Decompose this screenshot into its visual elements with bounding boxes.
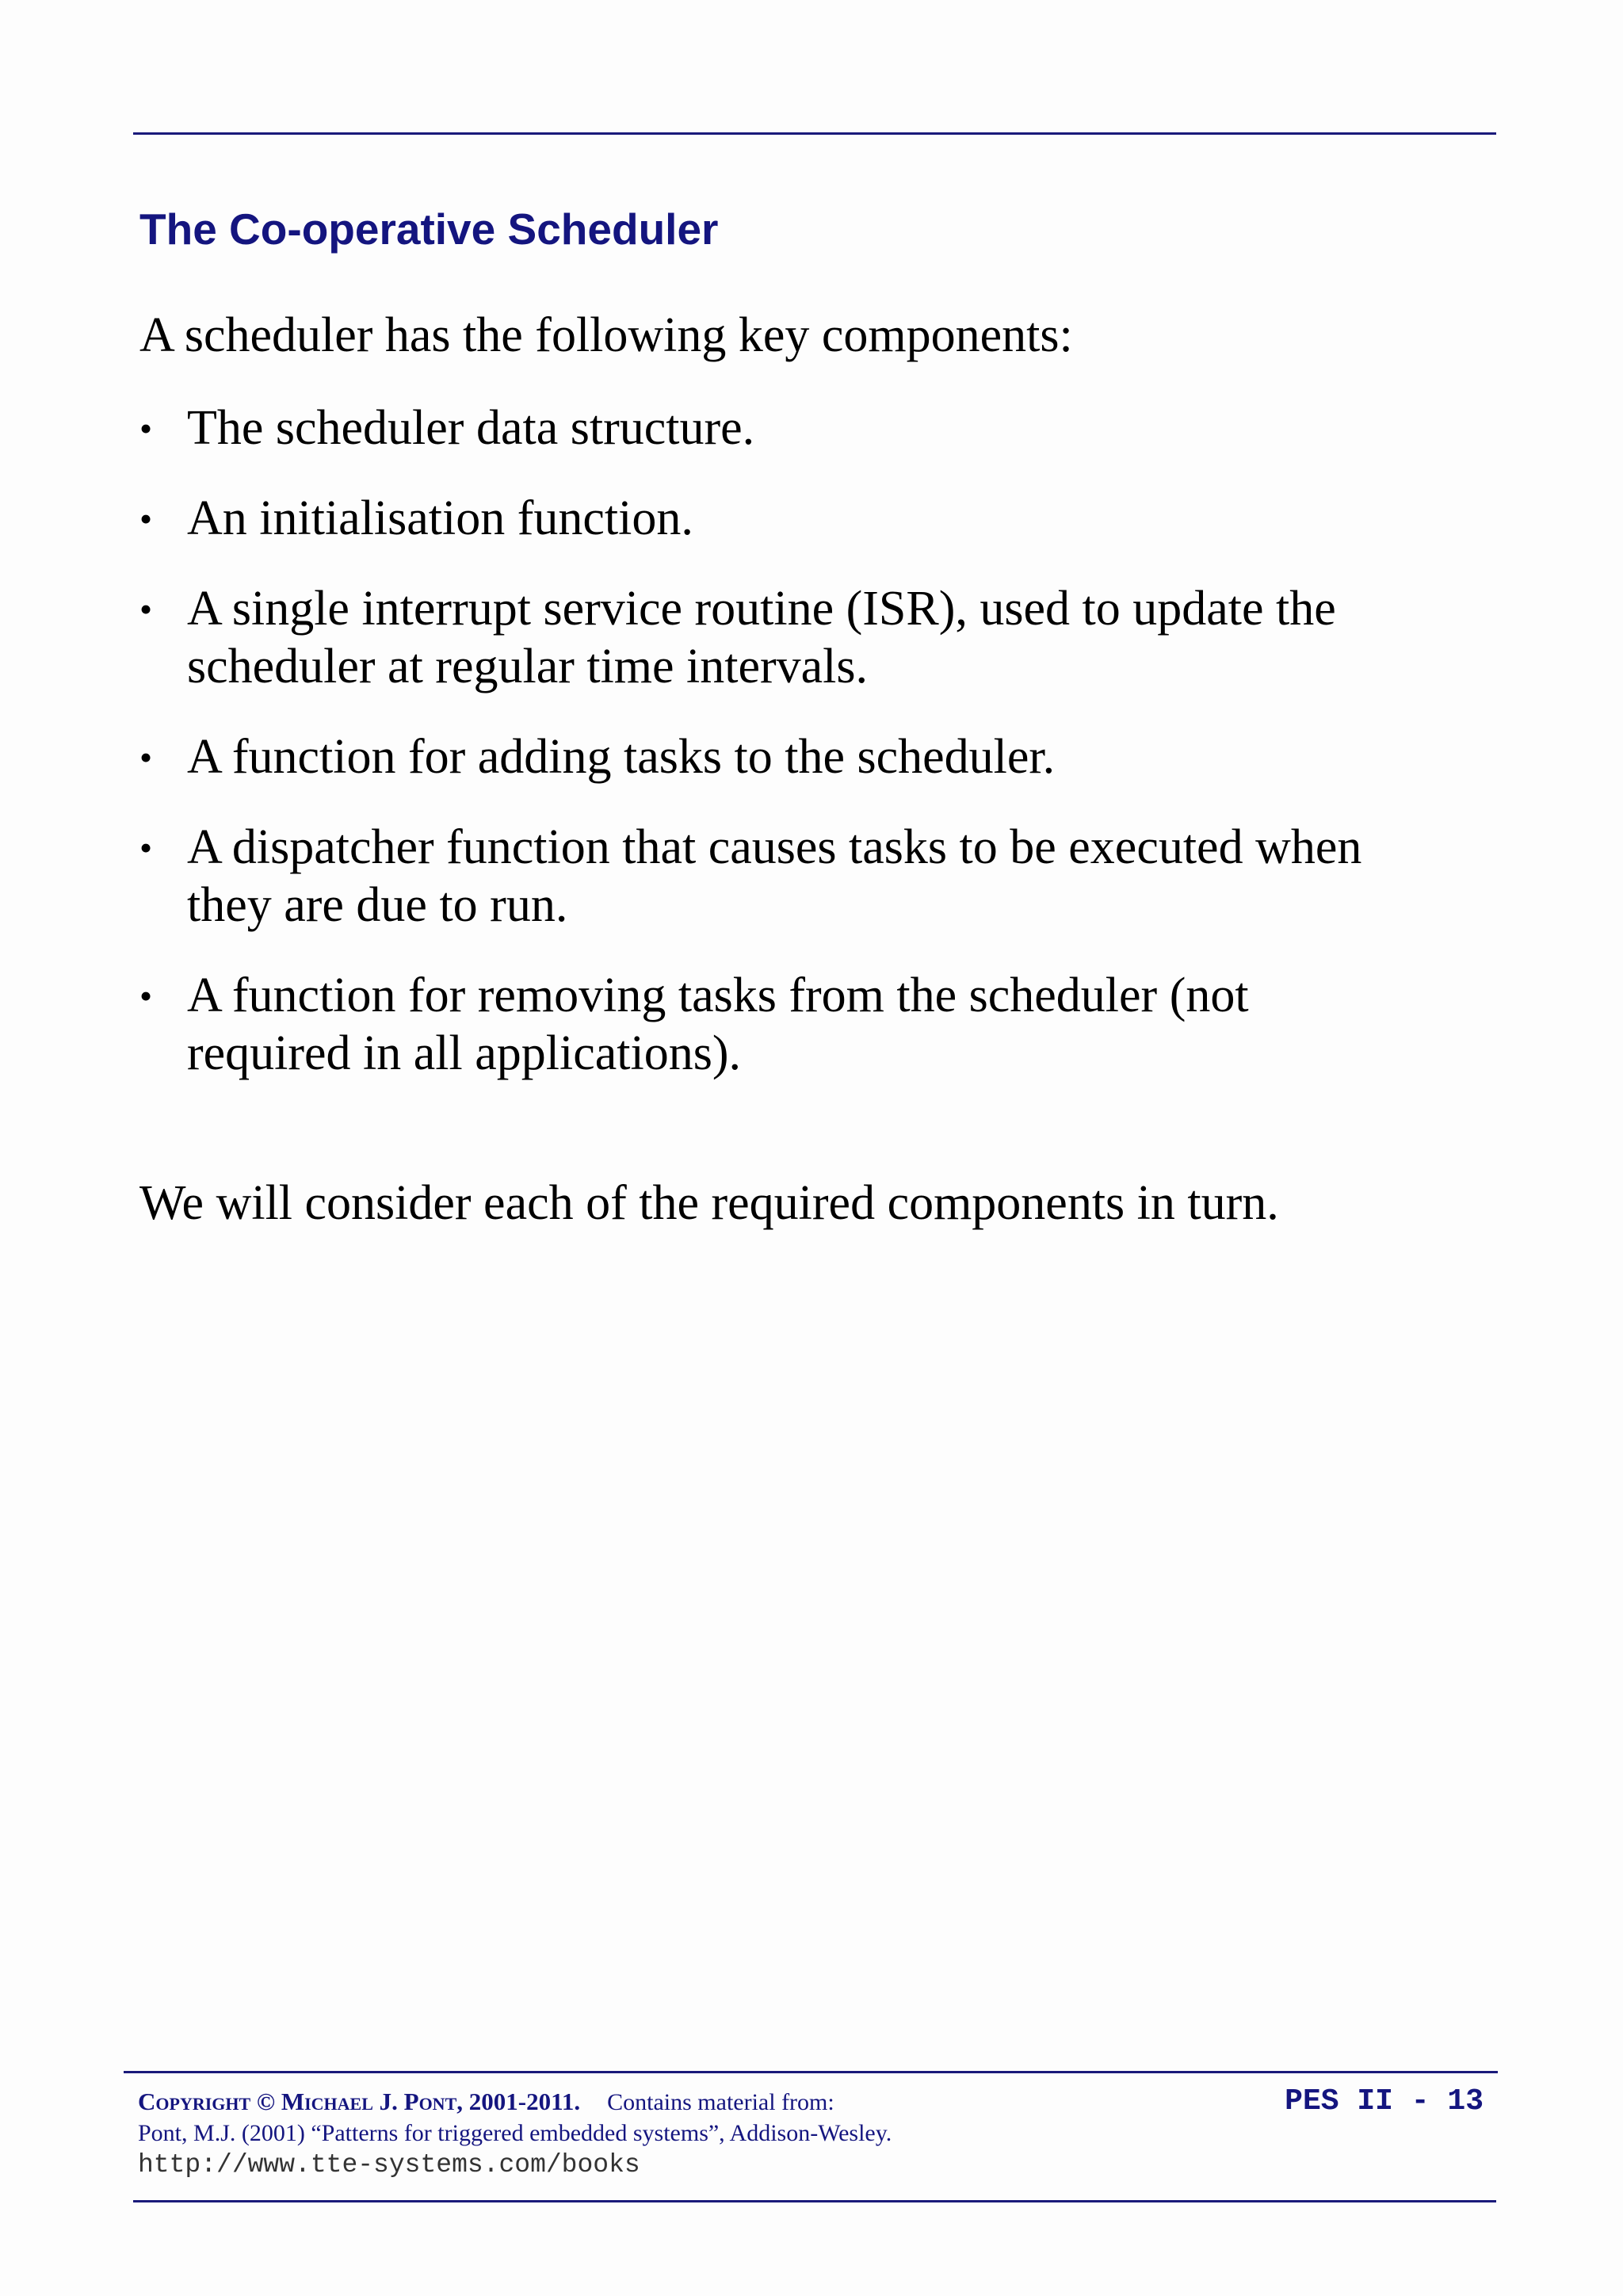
footer-copyright-line [138, 2086, 834, 2118]
closing-paragraph: We will consider each of the required components in turn. [139, 1176, 1279, 1230]
contains-material-label: Contains material from: [607, 2089, 834, 2115]
list-item-text: A single interrupt service routine (ISR), used to update the scheduler at regular time intervals. [187, 582, 1336, 693]
list-item-text: A function for removing tasks from the scheduler (not required in all applications). [187, 968, 1249, 1080]
bullet-icon: • [139, 589, 153, 629]
bullet-icon: • [139, 737, 153, 777]
footer-divider-top [124, 2071, 1498, 2073]
bullet-icon: • [139, 408, 153, 449]
page-title: The Co-operative Scheduler [139, 204, 719, 254]
list-item-text: The scheduler data structure. [187, 401, 755, 455]
footer-citation: Pont, M.J. (2001) “Patterns for triggered embedded systems”, Addison-Wesley. [138, 2120, 892, 2146]
footer-url: http://www.tte-systems.com/books [138, 2150, 640, 2179]
list-item-text: An initialisation function. [187, 491, 693, 545]
list-item-text: A function for adding tasks to the scheduler. [187, 730, 1056, 784]
bullet-icon: • [139, 499, 153, 539]
bullet-icon: • [139, 827, 153, 868]
footer-divider-bottom [133, 2200, 1496, 2202]
page-number: PES II - 13 [1285, 2084, 1484, 2118]
header-divider [133, 132, 1496, 135]
intro-paragraph: A scheduler has the following key components: [139, 308, 1073, 362]
bullet-icon: • [139, 976, 153, 1016]
copyright-notice: Copyright © Michael J. Pont, 2001-2011. [138, 2088, 581, 2115]
list-item-text: A dispatcher function that causes tasks to be executed when they are due to run. [187, 820, 1362, 932]
